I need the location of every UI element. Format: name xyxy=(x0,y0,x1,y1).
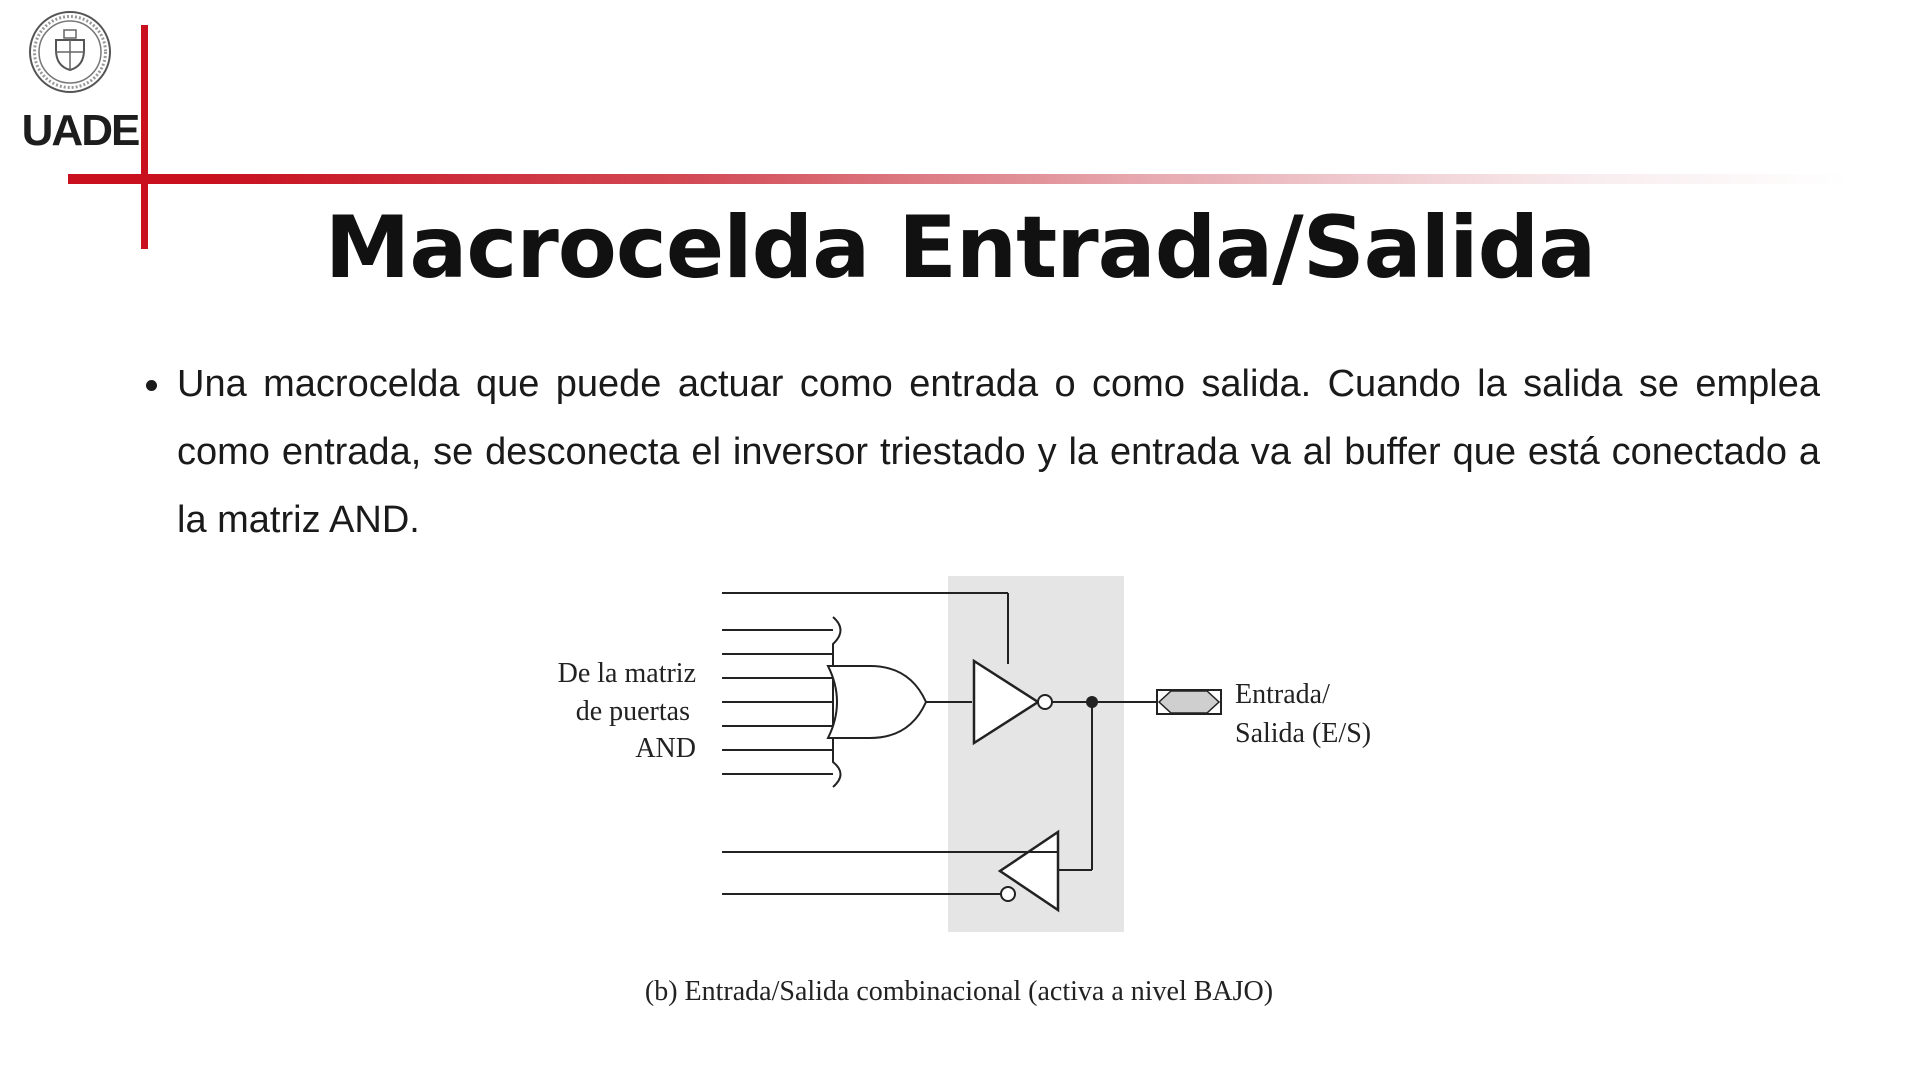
bullet-item-1: Una macrocelda que puede actuar como entrada o como salida. Cuando la salida se emplea como entrada, se desconecta el inversor triestado y la entrada va al buffer que está conectado a la matriz AND. xyxy=(177,363,1820,541)
io-label-line-1: Entrada/ xyxy=(1235,679,1330,710)
io-macrocell-diagram xyxy=(530,560,1400,1020)
uade-wordmark: UADE xyxy=(21,106,139,155)
figure-caption: (b) Entrada/Salida combinacional (activa a nivel BAJO) xyxy=(644,976,1274,1007)
or-gate xyxy=(828,666,926,738)
bullet-dot xyxy=(146,380,157,391)
source-label-line-2: de puertas xyxy=(575,696,690,727)
source-label-line-3: AND xyxy=(635,733,696,764)
uade-logo xyxy=(14,10,139,155)
accent-horizontal-line xyxy=(68,174,1848,184)
source-label-line-1: De la matriz xyxy=(557,658,696,689)
buffer-bubble xyxy=(1001,887,1015,901)
circuit-schematic xyxy=(530,560,1400,1020)
bullet-list xyxy=(140,350,1820,554)
slide-title: Macrocelda Entrada/Salida xyxy=(324,198,1596,298)
university-seal-icon xyxy=(28,10,112,94)
io-pin-icon xyxy=(1159,691,1219,713)
inverter-bubble xyxy=(1038,695,1052,709)
io-label-line-2: Salida (E/S) xyxy=(1235,718,1372,749)
